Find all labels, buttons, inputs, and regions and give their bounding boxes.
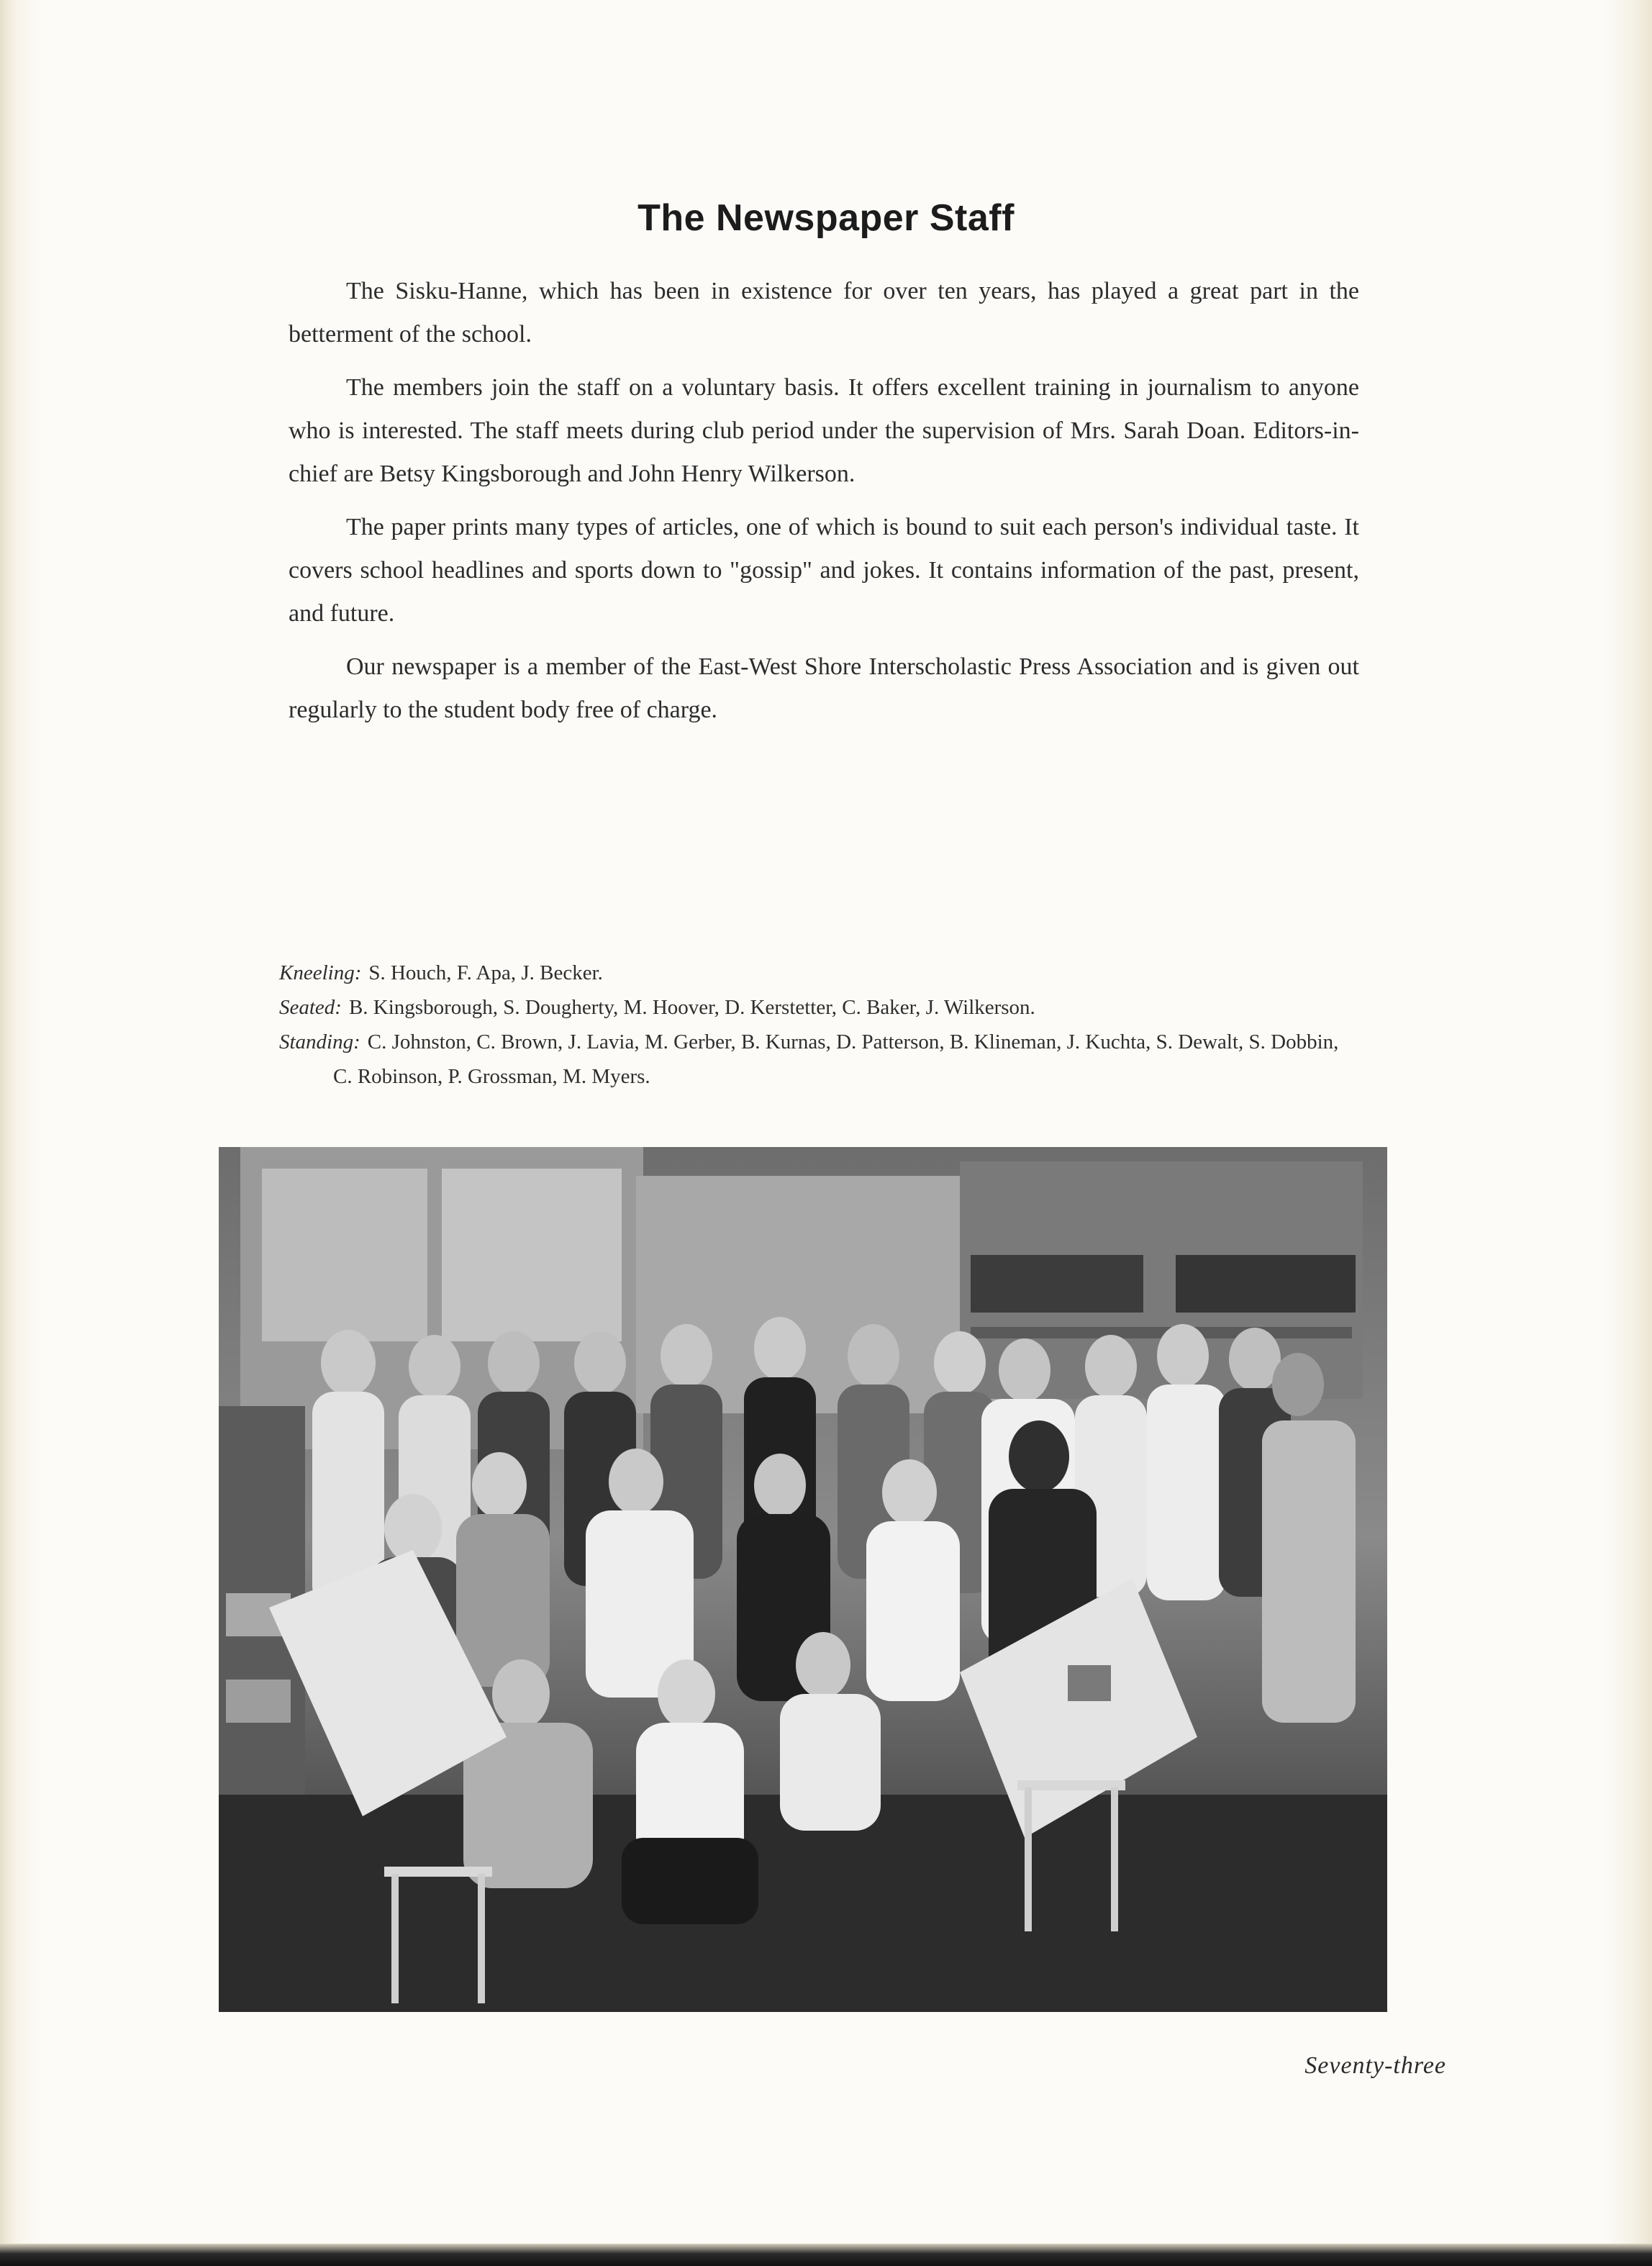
- paragraph-1: The Sisku-Hanne, which has been in existence for over ten years, has played a great part in the betterment of the school.: [289, 278, 1359, 348]
- caption-kneeling-label: Kneeling:: [279, 961, 362, 984]
- group-photo-illustration: [219, 1147, 1387, 2012]
- page-bottom-edge: [0, 2244, 1652, 2266]
- article-body: [289, 270, 1359, 742]
- paragraph-2: The members join the staff on a voluntary basis. It offers excellent training in journalism to anyone who is interested. The staff meets during club period under the supervision of Mrs. Sarah Doan. Editors-in-chief are Betsy Kingsborough and John Henry Wilkerson.: [289, 374, 1359, 487]
- caption-kneeling: [279, 956, 1353, 990]
- caption-seated-names: B. Kingsborough, S. Dougherty, M. Hoover, D. Kerstetter, C. Baker, J. Wilkerson.: [348, 996, 1035, 1019]
- page-number: Seventy-three: [1304, 2052, 1446, 2079]
- paragraph-3: The paper prints many types of articles, one of which is bound to suit each person's individual taste. It covers school headlines and sports down to "gossip" and jokes. It contains information of the past, present, and future.: [289, 514, 1359, 627]
- caption-standing: [279, 1025, 1353, 1094]
- staff-group-photo: [219, 1147, 1387, 2012]
- caption-kneeling-names: S. Houch, F. Apa, J. Becker.: [368, 961, 603, 984]
- photo-caption: [279, 956, 1353, 1094]
- caption-standing-label: Standing:: [279, 1030, 360, 1053]
- caption-seated-label: Seated:: [279, 996, 342, 1019]
- caption-standing-names: C. Johnston, C. Brown, J. Lavia, M. Gerber, B. Kurnas, D. Patterson, B. Klineman, J. Kuchta, S. Dewalt, S. Dobbin, C. Robinson, P. Grossman, M. Myers.: [333, 1030, 1339, 1088]
- page-title: The Newspaper Staff: [637, 196, 1015, 239]
- caption-seated: [279, 990, 1353, 1025]
- paragraph-4: Our newspaper is a member of the East-West Shore Interscholastic Press Association and is given out regularly to the student body free of charge.: [289, 653, 1359, 723]
